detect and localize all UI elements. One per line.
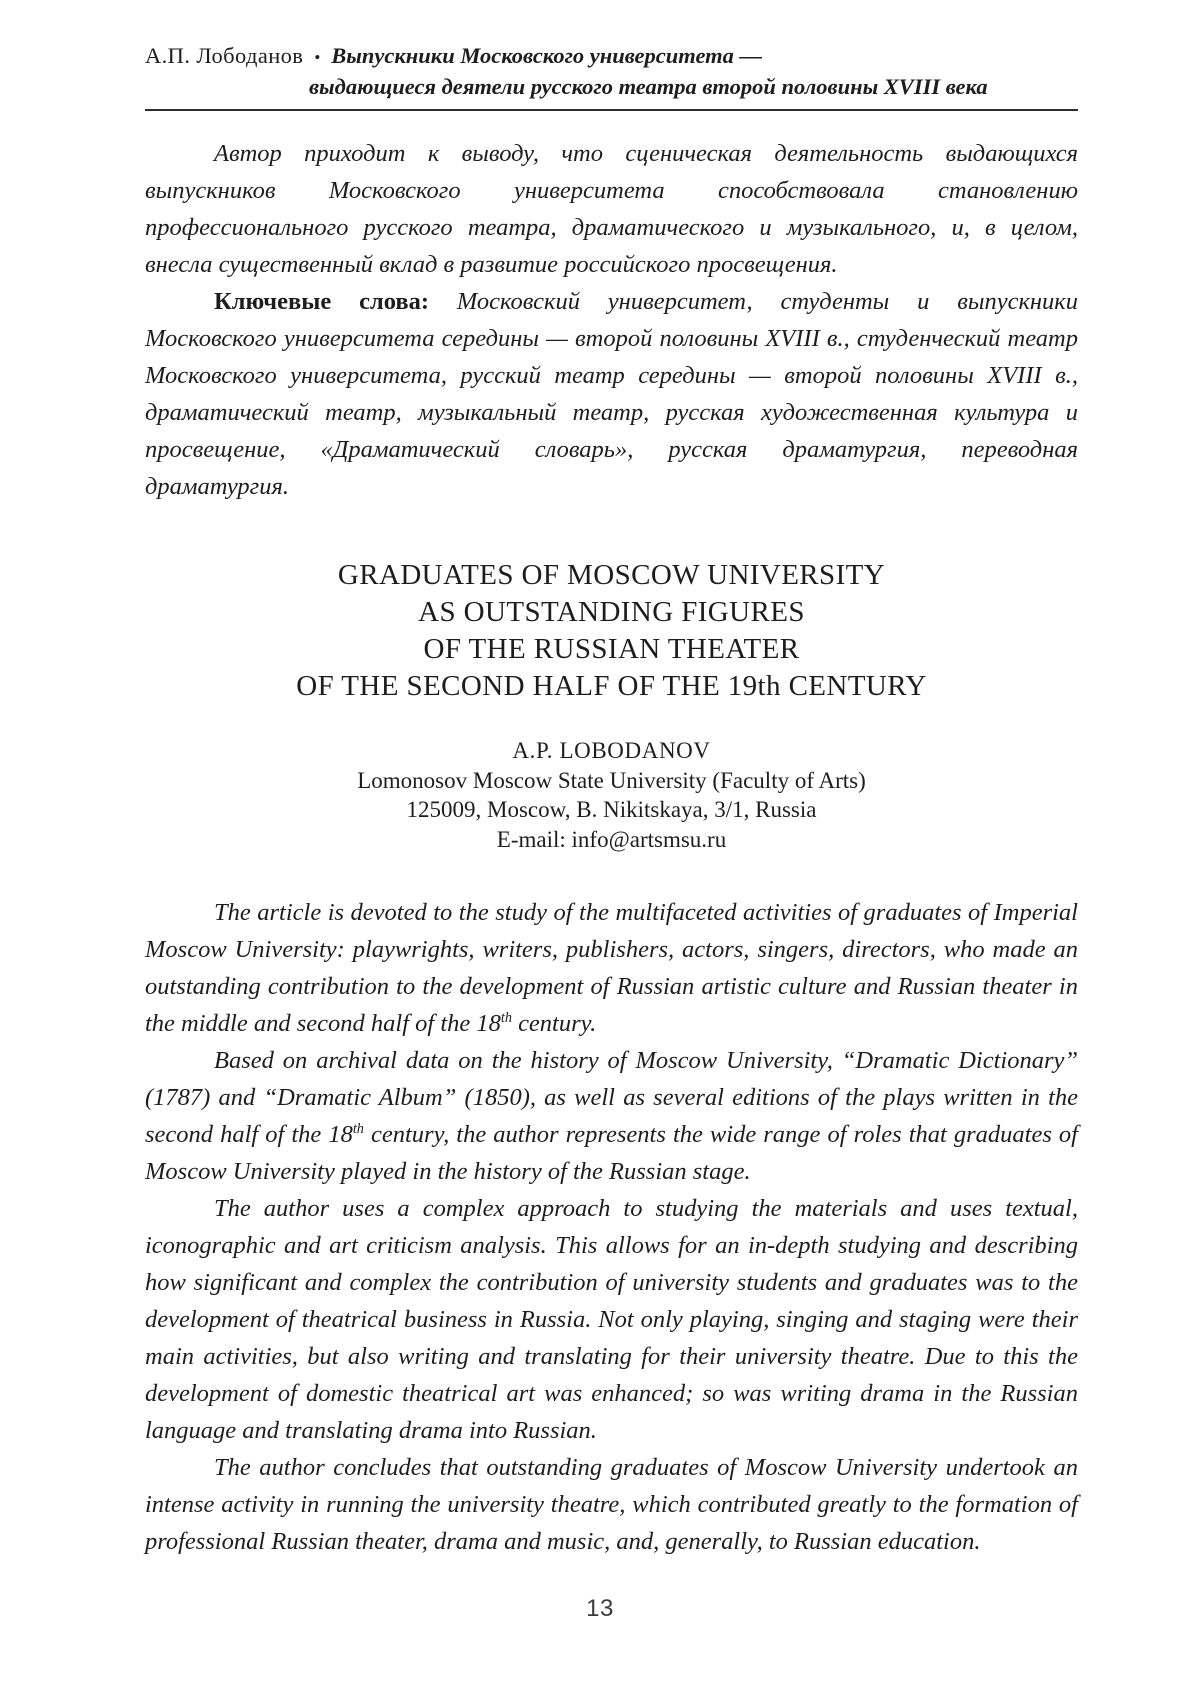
p2-text-start: Based on archival data on the history of Moscow University, “Dramatic Dictionary” (1787) and “Dramatic Album” (1850), as well as several editions of the plays written in the second half of the 18: [145, 1047, 1078, 1148]
email-address: info@artsmsu.ru: [571, 826, 727, 852]
english-abstract-paragraph-4: The author concludes that outstanding graduates of Moscow University undertook an intense activity in running the university theatre, which contributed greatly to the formation of professional Russian theater, drama and music, and, generally, to Russian education.: [145, 1454, 1078, 1555]
running-header: [145, 0, 1078, 111]
running-header-title-line2: выдающиеся деятели русского театра второй половины XVIII века: [309, 74, 988, 99]
russian-abstract: [145, 135, 1078, 505]
p1-text-start: The article is devoted to the study of the multifaceted activities of graduates of Imperial Moscow University: playwrights, writers, publishers, actors, singers, directors, who made an outstanding contribution to the development of Russian artistic culture and Russian theater in the middle and second half of the 18: [145, 899, 1078, 1037]
author-block: [145, 736, 1078, 854]
russian-abstract-paragraph: Автор приходит к выводу, что сценическая деятельность выдающихся выпускников Московского университета способствовала становлению профессионального русского театра, драматического и музыкального, и, в целом, внесла существенный вклад в развитие российского просвещения.: [145, 140, 1078, 278]
bullet-separator-icon: •: [314, 48, 321, 67]
running-header-line1: [145, 42, 1078, 71]
article-title-english: [145, 557, 1078, 705]
running-header-author: А.П. Лободанов: [145, 43, 304, 68]
english-abstract-paragraph-2: [145, 1042, 1078, 1190]
p2-text-end: century, the author represents the wide range of roles that graduates of Moscow University played in the history of the Russian stage.: [145, 1121, 1078, 1185]
header-rule: [145, 109, 1078, 111]
author-name: A.P. LOBODANOV: [512, 738, 711, 763]
english-abstract-paragraph-1: [145, 894, 1078, 1042]
p1-text-end: century.: [511, 1010, 597, 1037]
russian-keywords-paragraph: [145, 283, 1078, 505]
email-label: E-mail:: [496, 826, 566, 852]
article-title-line-4: OF THE SECOND HALF OF THE 19th CENTURY: [296, 670, 927, 702]
page-number: 13: [586, 1595, 614, 1622]
running-header-title-line1: Выпускники Московского университета —: [331, 43, 763, 68]
article-title-line-2: AS OUTSTANDING FIGURES: [418, 596, 805, 628]
p1-superscript: th: [500, 1009, 512, 1026]
author-address: 125009, Moscow, B. Nikitskaya, 3/1, Russia: [406, 797, 817, 822]
author-email-line: [145, 825, 1078, 855]
article-title-line-1: GRADUATES OF MOSCOW UNIVERSITY: [337, 559, 886, 591]
author-affiliation: Lomonosov Moscow State University (Faculty of Arts): [357, 767, 866, 793]
english-abstract: [145, 894, 1078, 1560]
article-title-line-3: OF THE RUSSIAN THEATER: [423, 633, 800, 665]
keywords-text: Московский университет, студенты и выпускники Московского университета середины — второй половины XVIII в., студенческий театр Московского университета, русский театр середины — второй половины XVIII в., драматический театр, музыкальный театр, русская художественная культура и просвещение, «Драматический словарь», русская драматургия, переводная драматургия.: [145, 288, 1079, 500]
english-abstract-paragraph-3: The author uses a complex approach to studying the materials and uses textual, iconographic and art criticism analysis. This allows for an in-depth studying and describing how significant and complex the contribution of university students and graduates was to the development of theatrical business in Russia. Not only playing, singing and staging were their main activities, but also writing and translating for their university theatre. Due to this the development of domestic theatrical art was enhanced; so was writing drama in the Russian language and translating drama into Russian.: [145, 1195, 1078, 1444]
keywords-label: Ключевые слова:: [214, 288, 429, 315]
p2-superscript: th: [352, 1120, 364, 1137]
